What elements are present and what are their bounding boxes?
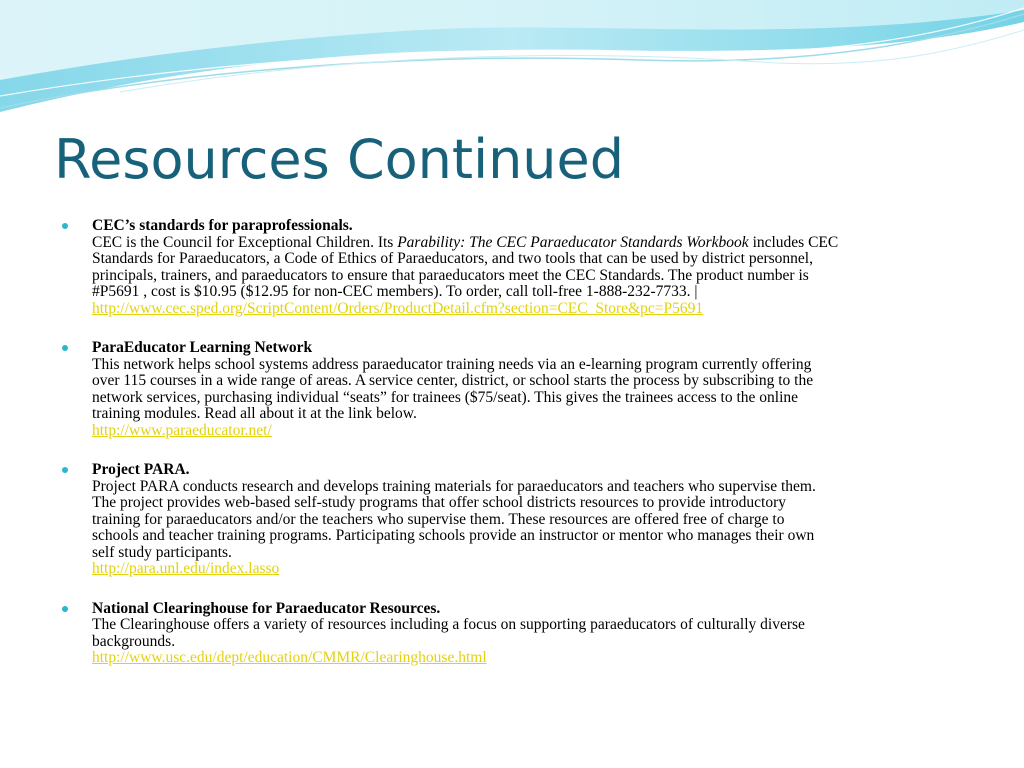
- item-text-line: principals, trainers, and paraeducators to ensure that paraeducators meet the CEC Standards. The product number is: [92, 266, 809, 284]
- item-heading: Project PARA.: [92, 461, 190, 478]
- list-item-paraeducator-network: [56, 340, 956, 439]
- item-text-line: backgrounds.: [92, 632, 176, 650]
- item-text-line: training modules. Read all about it at the link below.: [92, 405, 417, 422]
- item-text-line: #P5691 , cost is $10.95 ($12.95 for non-CEC members). To order, call toll-free 1-888-232-7733. |: [92, 283, 698, 300]
- list-item-project-para: [56, 462, 956, 578]
- paraeducator-link[interactable]: http://www.paraeducator.net/: [92, 421, 272, 439]
- bullet-dot-icon: [62, 223, 68, 229]
- item-text-line: self study participants.: [92, 543, 232, 561]
- item-heading: National Clearinghouse for Paraeducator Resources.: [92, 599, 441, 617]
- item-text-line: network services, purchasing individual “seats” for trainees ($75/seat). This gives the trainees access to the online: [92, 388, 799, 406]
- header-wave-decoration: [0, 0, 1024, 120]
- item-text-line: [92, 235, 956, 252]
- bullet-dot-icon: [62, 467, 68, 473]
- item-heading: ParaEducator Learning Network: [92, 339, 313, 356]
- item-text-line: training for paraeducators and/or the teachers who supervise them. These resources are offered free of charge to: [92, 510, 785, 528]
- clearinghouse-link[interactable]: http://www.usc.edu/dept/education/CMMR/Clearinghouse.html: [92, 649, 487, 666]
- item-text-line: This network helps school systems address paraeducator training needs via an e-learning program currently offering: [92, 355, 812, 373]
- cec-link[interactable]: http://www.cec.sped.org/ScriptContent/Orders/ProductDetail.cfm?section=CEC_Store&pc=P5691: [92, 299, 704, 317]
- item-text-line: schools and teacher training programs. Participating schools provide an instructor or mentor who manages their own: [92, 527, 815, 544]
- item-text-part: includes CEC: [748, 233, 839, 251]
- item-text-line: Standards for Paraeducators, a Code of Ethics of Paraeducators, and two tools that can be used by district personnel,: [92, 250, 813, 267]
- bullet-dot-icon: [62, 606, 68, 612]
- page-title: Resources Continued: [54, 128, 625, 191]
- item-text-part: CEC is the Council for Exceptional Children. Its: [92, 233, 398, 251]
- list-item-cec: [56, 218, 956, 317]
- item-heading: CEC’s standards for paraprofessionals.: [92, 217, 353, 234]
- project-para-link[interactable]: http://para.unl.edu/index.lasso: [92, 560, 280, 577]
- item-text-line: The project provides web-based self-study programs that offer school districts resources to provide introductory: [92, 494, 787, 511]
- resource-list: [56, 218, 956, 690]
- workbook-title: Parability: The CEC Paraeducator Standards Workbook: [397, 233, 749, 251]
- bullet-dot-icon: [62, 345, 68, 351]
- item-text-line: over 115 courses in a wide range of areas. A service center, district, or school starts the process by subscribing to the: [92, 372, 814, 389]
- item-text-line: The Clearinghouse offers a variety of resources including a focus on supporting paraeducators of culturally diverse: [92, 616, 805, 633]
- item-text-line: Project PARA conducts research and develops training materials for paraeducators and teachers who supervise them.: [92, 477, 816, 495]
- list-item-clearinghouse: [56, 601, 956, 667]
